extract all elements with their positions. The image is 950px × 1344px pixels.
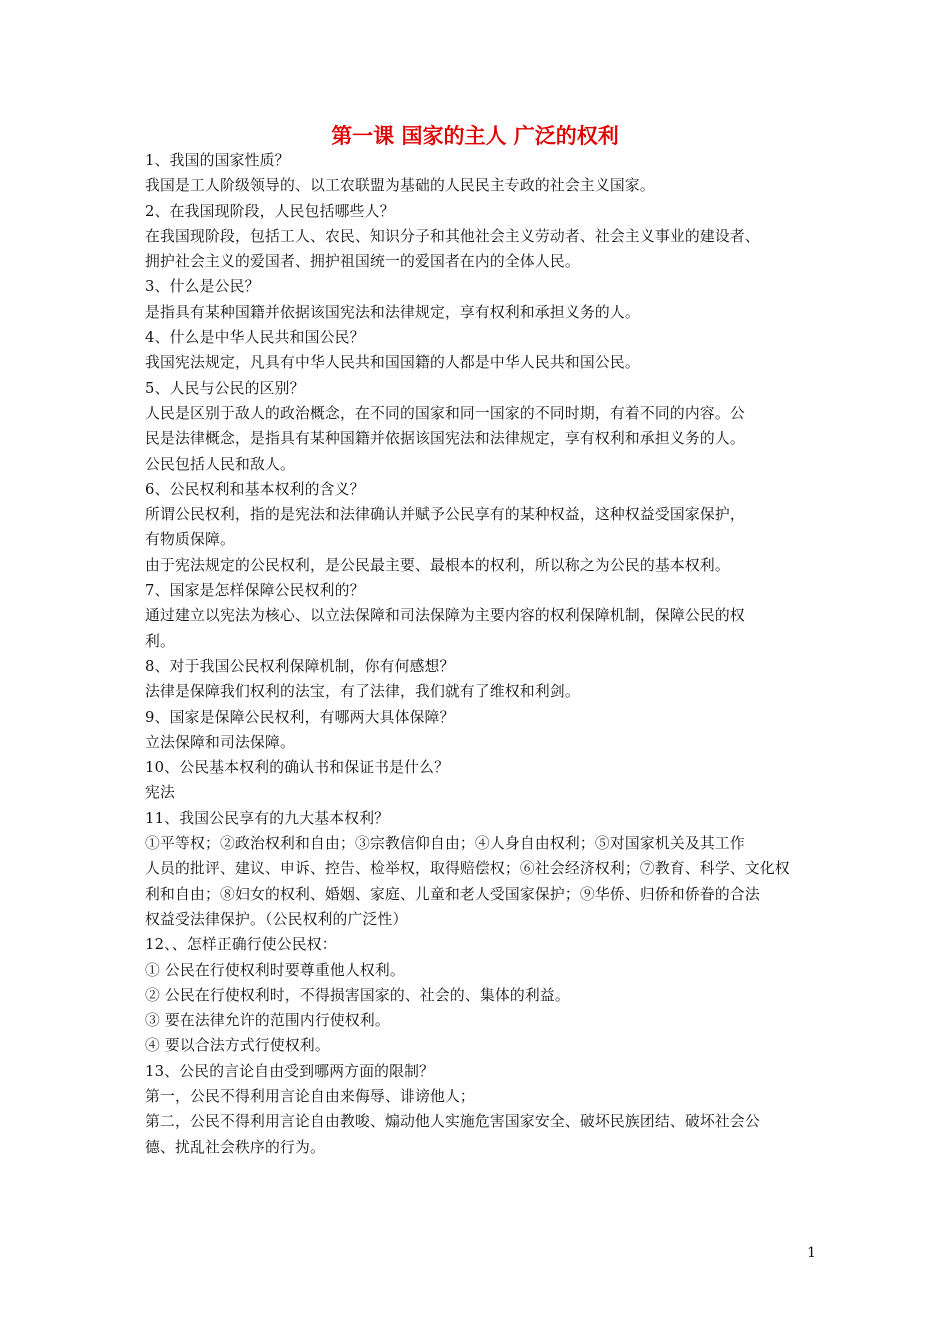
text-line: 权益受法律保护。（公民权利的广泛性） bbox=[145, 910, 408, 928]
text-line: 第一，公民不得利用言论自由来侮辱、诽谤他人； bbox=[145, 1087, 475, 1105]
text-line: 第二，公民不得利用言论自由教唆、煽动他人实施危害国家安全、破坏民族团结、破坏社会公 bbox=[145, 1113, 760, 1131]
text-line: 7、国家是怎样保障公民权利的？ bbox=[145, 582, 365, 600]
text-line: 5、人民与公民的区别？ bbox=[145, 379, 305, 397]
lesson-title: 第一课 国家的主人 广泛的权利 bbox=[331, 124, 619, 148]
text-line: 宪法 bbox=[145, 784, 175, 802]
text-line: 6、公民权利和基本权利的含义？ bbox=[145, 480, 365, 498]
text-line: 公民包括人民和敌人。 bbox=[145, 455, 295, 473]
text-line: 我国宪法规定，凡具有中华人民共和国国籍的人都是中华人民共和国公民。 bbox=[145, 354, 640, 372]
text-line: ② 公民在行使权利时，不得损害国家的、社会的、集体的利益。 bbox=[145, 986, 570, 1004]
text-line: 12、、怎样正确行使公民权： bbox=[145, 936, 337, 954]
text-line: 在我国现阶段，包括工人、农民、知识分子和其他社会主义劳动者、社会主义事业的建设者、 bbox=[145, 227, 760, 245]
text-line: 有物质保障。 bbox=[145, 531, 235, 549]
text-line: 拥护社会主义的爱国者、拥护祖国统一的爱国者在内的全体人民。 bbox=[145, 253, 580, 271]
text-line: 2、在我国现阶段，人民包括哪些人？ bbox=[145, 202, 395, 220]
text-line: 立法保障和司法保障。 bbox=[145, 733, 295, 751]
text-line: 人民是区别于敌人的政治概念，在不同的国家和同一国家的不同时期，有着不同的内容。公 bbox=[145, 404, 745, 422]
text-line: 1、我国的国家性质？ bbox=[145, 152, 290, 169]
text-line: 8、对于我国公民权利保障机制，你有何感想？ bbox=[145, 657, 455, 675]
text-line: ① 公民在行使权利时要尊重他人权利。 bbox=[145, 961, 405, 979]
text-line: 通过建立以宪法为核心、以立法保障和司法保障为主要内容的权利保障机制，保障公民的权 bbox=[145, 607, 745, 625]
text-line: 德、扰乱社会秩序的行为。 bbox=[145, 1138, 325, 1156]
text-line: 我国是工人阶级领导的、以工农联盟为基础的人民民主专政的社会主义国家。 bbox=[145, 177, 655, 195]
text-line: 所谓公民权利，指的是宪法和法律确认并赋予公民享有的某种权益，这种权益受国家保护， bbox=[145, 506, 745, 524]
text-line: 13、公民的言论自由受到哪两方面的限制？ bbox=[145, 1062, 435, 1080]
text-line: 9、国家是保障公民权利，有哪两大具体保障？ bbox=[145, 708, 455, 726]
text-line: ③ 要在法律允许的范围内行使权利。 bbox=[145, 1012, 390, 1030]
text-line: 由于宪法规定的公民权利，是公民最主要、最根本的权利，所以称之为公民的基本权利。 bbox=[145, 556, 730, 574]
text-line: 人员的批评、建议、申诉、控告、检举权，取得赔偿权；⑥社会经济权利；⑦教育、科学、文化权 bbox=[145, 860, 790, 878]
text-line: 利和自由；⑧妇女的权利、婚姻、家庭、儿童和老人受国家保护；⑨华侨、归侨和侨眷的合法 bbox=[145, 885, 760, 903]
text-line: 3、什么是公民？ bbox=[145, 278, 260, 296]
page-number: 1 bbox=[807, 1245, 816, 1261]
text-line: ④ 要以合法方式行使权利。 bbox=[145, 1037, 330, 1055]
text-line: 11、我国公民享有的九大基本权利？ bbox=[145, 809, 390, 827]
document-body bbox=[145, 148, 817, 1160]
text-line: 利。 bbox=[145, 632, 175, 650]
text-line: 10、公民基本权利的确认书和保证书是什么？ bbox=[145, 759, 450, 777]
text-line: 民是法律概念，是指具有某种国籍并依据该国宪法和法律规定，享有权利和承担义务的人。 bbox=[145, 430, 745, 448]
text-line: 法律是保障我们权利的法宝，有了法律，我们就有了维权和利剑。 bbox=[145, 683, 580, 701]
text-line: ①平等权；②政治权利和自由；③宗教信仰自由；④人身自由权利；⑤对国家机关及其工作 bbox=[145, 835, 745, 853]
text-line: 4、什么是中华人民共和国公民？ bbox=[145, 329, 365, 347]
text-line: 是指具有某种国籍并依据该国宪法和法律规定，享有权利和承担义务的人。 bbox=[145, 303, 640, 321]
